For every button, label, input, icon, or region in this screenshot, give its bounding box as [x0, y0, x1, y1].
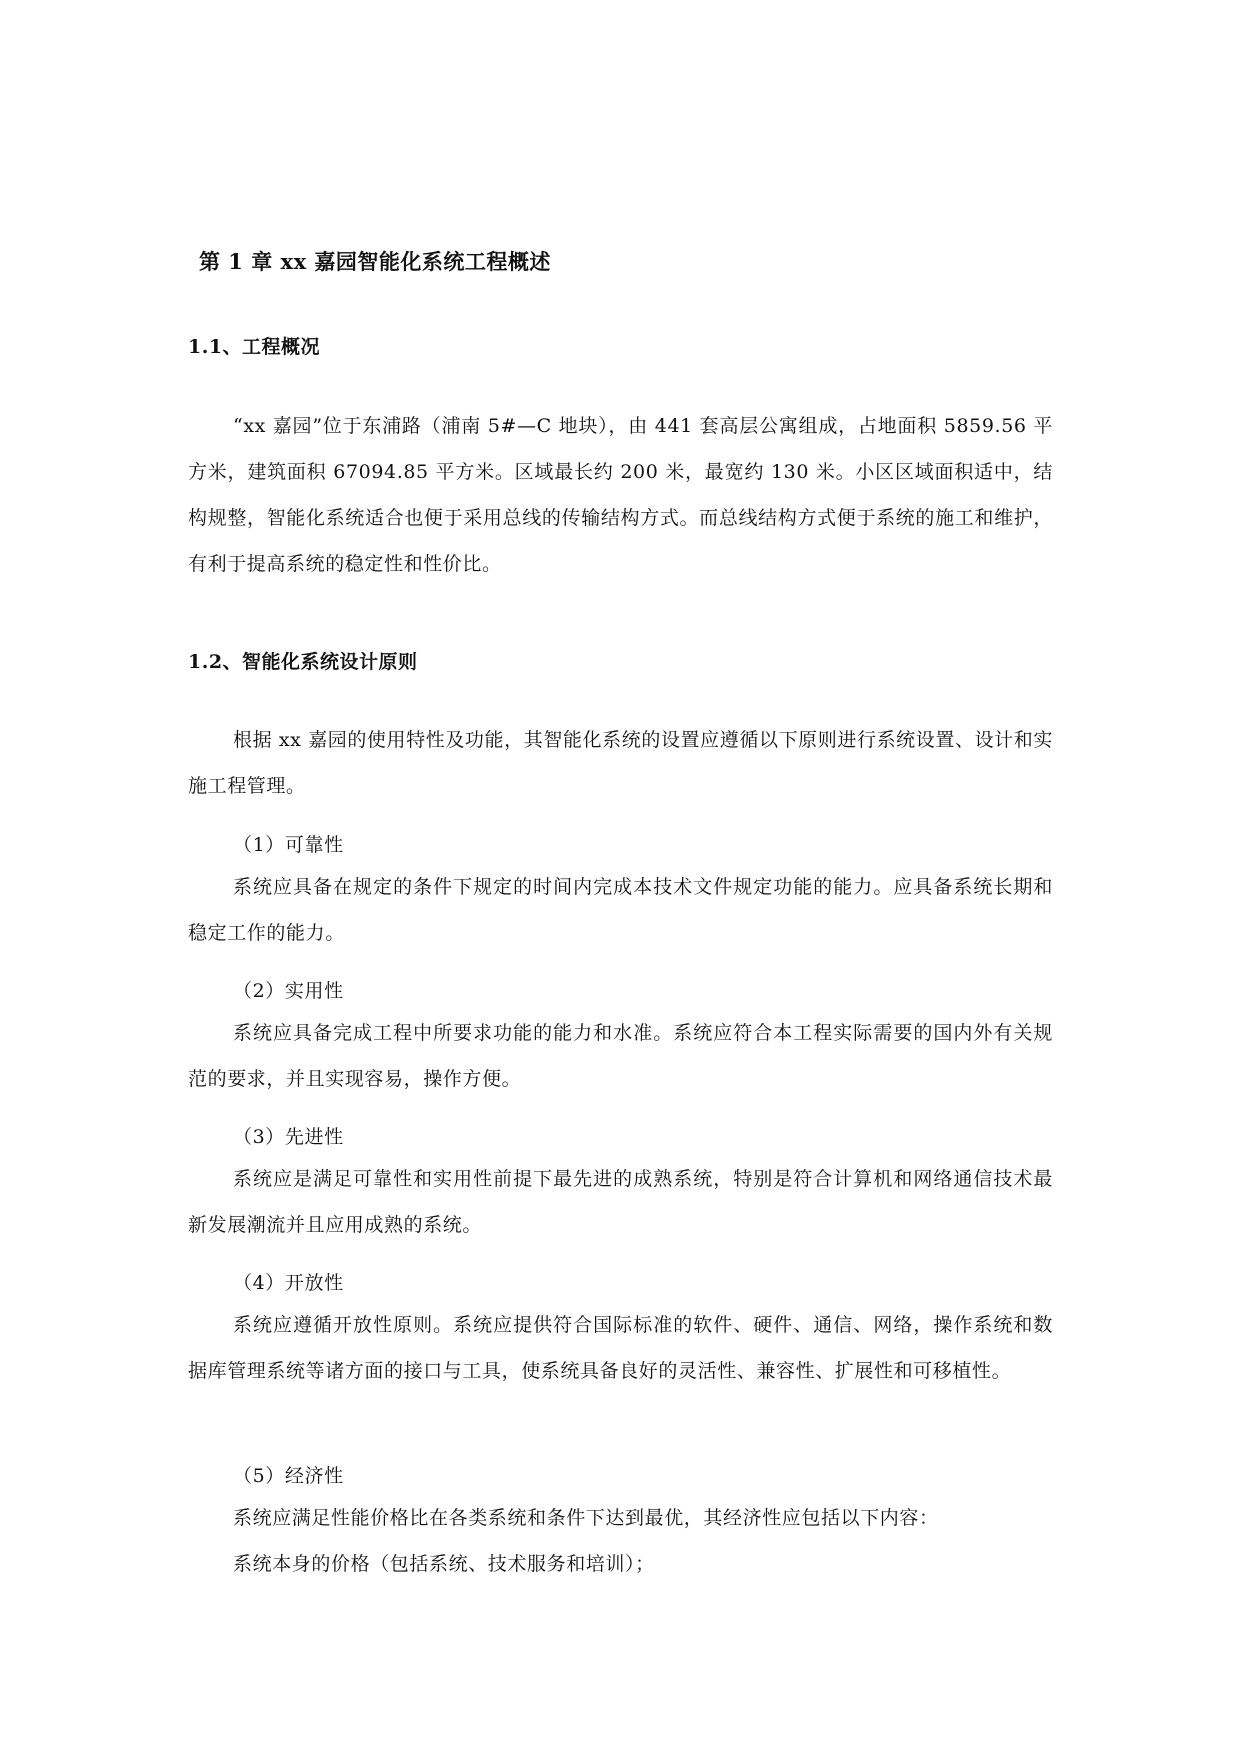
principle-text-economy: 系统应满足性能价格比在各类系统和条件下达到最优，其经济性应包括以下内容： [233, 1507, 939, 1529]
principle-label-reliability: （1）可靠性 [233, 834, 344, 856]
principle-label-openness: （4）开放性 [233, 1272, 344, 1294]
section-1-2-heading: 1.2、智能化系统设计原则 [188, 651, 418, 673]
chapter-title: 第 1 章 xx 嘉园智能化系统工程概述 [199, 249, 551, 274]
section-1-2-intro: 根据 xx 嘉园的使用特性及功能，其智能化系统的设置应遵循以下原则进行系统设置、设计和实施工程管理。 [188, 729, 1053, 797]
principle-text-practicality: 系统应具备完成工程中所要求功能的能力和水准。系统应符合本工程实际需要的国内外有关规范的要求，并且实现容易，操作方便。 [188, 1022, 1053, 1090]
principle-text-reliability: 系统应具备在规定的条件下规定的时间内完成本技术文件规定功能的能力。应具备系统长期和稳定工作的能力。 [188, 876, 1053, 944]
principle-label-economy: （5）经济性 [233, 1465, 344, 1487]
principle-label-practicality: （2）实用性 [233, 980, 344, 1002]
section-1-1-paragraph: “xx 嘉园”位于东浦路（浦南 5#—C 地块），由 441 套高层公寓组成，占地面积 5859.56 平方米，建筑面积 67094.85 平方米。区域最长约 200 米，最宽约 130 米。小区区域面积适中，结构规整，智能化系统适合也便于采用总线的传输结构方式。而总线结构方式便于系统的施工和维护，有利于提高系统的稳定性和性价比。 [188, 415, 1053, 575]
principle-label-advancement: （3）先进性 [233, 1126, 344, 1148]
trailing-line: 系统本身的价格（包括系统、技术服务和培训）； [233, 1553, 655, 1575]
principle-text-openness: 系统应遵循开放性原则。系统应提供符合国际标准的软件、硬件、通信、网络，操作系统和数据库管理系统等诸方面的接口与工具，使系统具备良好的灵活性、兼容性、扩展性和可移植性。 [188, 1314, 1053, 1382]
section-1-1-heading: 1.1、工程概况 [188, 336, 321, 358]
principle-text-advancement: 系统应是满足可靠性和实用性前提下最先进的成熟系统，特别是符合计算机和网络通信技术最新发展潮流并且应用成熟的系统。 [188, 1168, 1053, 1236]
